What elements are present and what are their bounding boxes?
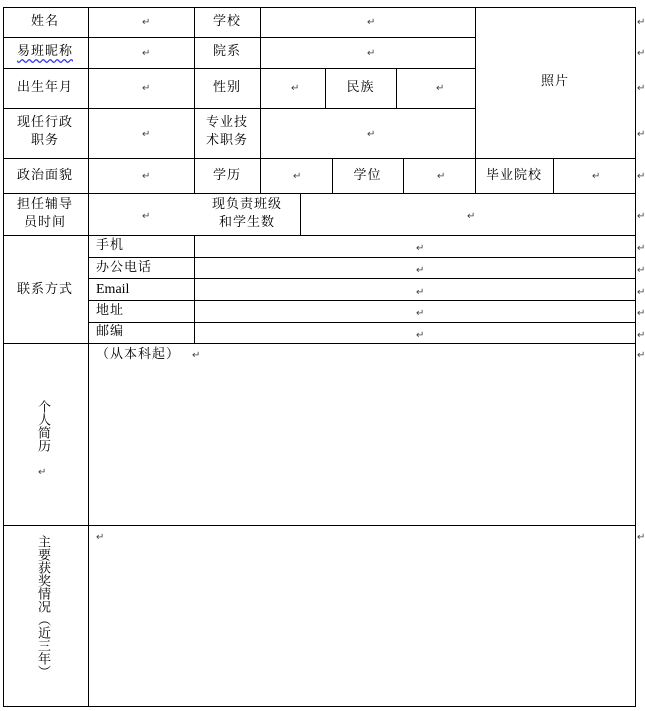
class-count-label: 和学生数 xyxy=(218,215,275,230)
awards-field[interactable] xyxy=(89,526,635,706)
paragraph-mark: ↵ xyxy=(416,243,425,254)
graduate-school-label: 毕业院校 xyxy=(485,168,542,183)
paragraph-mark: ↵ xyxy=(367,48,376,59)
paragraph-mark: ↵ xyxy=(416,308,425,319)
email-field[interactable] xyxy=(195,279,635,300)
nickname-field[interactable] xyxy=(89,38,194,68)
department-field[interactable] xyxy=(261,38,475,68)
paragraph-mark: ↵ xyxy=(436,83,445,94)
ethnicity-label: 民族 xyxy=(346,80,375,95)
contact-label: 联系方式 xyxy=(16,282,73,297)
paragraph-mark: ↵ xyxy=(637,350,645,361)
paragraph-mark: ↵ xyxy=(142,171,151,182)
admin-post-label: 职务 xyxy=(30,133,59,148)
political-label: 政治面貌 xyxy=(16,168,73,183)
school-label: 学校 xyxy=(212,14,241,29)
paragraph-mark: ↵ xyxy=(192,350,201,361)
admin-post-label: 现任行政 xyxy=(16,115,73,130)
paragraph-mark: ↵ xyxy=(96,532,105,543)
paragraph-mark: ↵ xyxy=(637,265,645,276)
ethnicity-field[interactable] xyxy=(397,69,475,108)
education-field[interactable] xyxy=(261,159,332,193)
school-field[interactable] xyxy=(261,8,475,37)
paragraph-mark: ↵ xyxy=(142,211,151,222)
contact-postcode-label: 邮编 xyxy=(96,324,125,339)
contact-phone-label: 手机 xyxy=(96,238,125,253)
paragraph-mark: ↵ xyxy=(467,211,476,222)
paragraph-mark: ↵ xyxy=(592,171,601,182)
gender-field[interactable] xyxy=(261,69,325,108)
paragraph-mark: ↵ xyxy=(142,17,151,28)
paragraph-mark: ↵ xyxy=(637,48,645,59)
tech-post-field[interactable] xyxy=(261,109,475,158)
paragraph-mark: ↵ xyxy=(142,48,151,59)
paragraph-mark: ↵ xyxy=(142,83,151,94)
degree-field[interactable] xyxy=(404,159,475,193)
resume-field[interactable] xyxy=(89,344,635,525)
paragraph-mark: ↵ xyxy=(637,17,645,28)
contact-address-label: 地址 xyxy=(96,303,125,318)
gender-label: 性别 xyxy=(212,80,241,95)
paragraph-mark: ↵ xyxy=(637,330,645,341)
birth-field[interactable] xyxy=(89,69,194,108)
paragraph-mark: ↵ xyxy=(367,17,376,28)
tech-post-label: 术职务 xyxy=(205,133,248,148)
education-label: 学历 xyxy=(212,168,241,183)
photo-box[interactable] xyxy=(476,8,635,158)
paragraph-mark: ↵ xyxy=(38,467,47,478)
contact-email-label: Email xyxy=(96,282,130,297)
paragraph-mark: ↵ xyxy=(637,83,645,94)
address-field[interactable] xyxy=(195,301,635,322)
political-field[interactable] xyxy=(89,159,194,193)
paragraph-mark: ↵ xyxy=(637,211,645,222)
name-field[interactable] xyxy=(89,8,194,37)
paragraph-mark: ↵ xyxy=(293,171,302,182)
photo-label: 照片 xyxy=(541,74,570,89)
paragraph-mark: ↵ xyxy=(637,287,645,298)
birth-label: 出生年月 xyxy=(16,80,73,95)
name-label: 姓名 xyxy=(30,14,59,29)
paragraph-mark: ↵ xyxy=(291,83,300,94)
paragraph-mark: ↵ xyxy=(437,171,446,182)
paragraph-mark: ↵ xyxy=(637,129,645,140)
contact-office-phone-label: 办公电话 xyxy=(96,260,153,275)
department-label: 院系 xyxy=(212,44,241,59)
class-count-label: 现负责班级 xyxy=(211,197,282,212)
paragraph-mark: ↵ xyxy=(416,330,425,341)
paragraph-mark: ↵ xyxy=(416,287,425,298)
nickname-label: 易班昵称 xyxy=(16,44,73,59)
class-count-field[interactable] xyxy=(301,194,635,235)
paragraph-mark: ↵ xyxy=(367,129,376,140)
paragraph-mark: ↵ xyxy=(637,243,645,254)
resume-hint: （从本科起） xyxy=(96,347,181,362)
phone-field[interactable] xyxy=(195,236,635,257)
paragraph-mark: ↵ xyxy=(142,129,151,140)
paragraph-mark: ↵ xyxy=(637,532,645,543)
graduate-school-field[interactable] xyxy=(554,159,635,193)
awards-label: 主要获奖情况（近三年） xyxy=(35,535,50,678)
paragraph-mark: ↵ xyxy=(637,308,645,319)
counselor-time-label: 员时间 xyxy=(23,215,66,230)
counselor-time-field[interactable] xyxy=(89,194,194,235)
counselor-time-label: 担任辅导 xyxy=(16,197,73,212)
paragraph-mark: ↵ xyxy=(416,265,425,276)
admin-post-field[interactable] xyxy=(89,109,194,158)
office-phone-field[interactable] xyxy=(195,258,635,278)
degree-label: 学位 xyxy=(353,168,382,183)
paragraph-mark: ↵ xyxy=(637,171,645,182)
postcode-field[interactable] xyxy=(195,323,635,343)
tech-post-label: 专业技 xyxy=(205,115,248,130)
resume-label: 个人简历 xyxy=(35,400,50,452)
